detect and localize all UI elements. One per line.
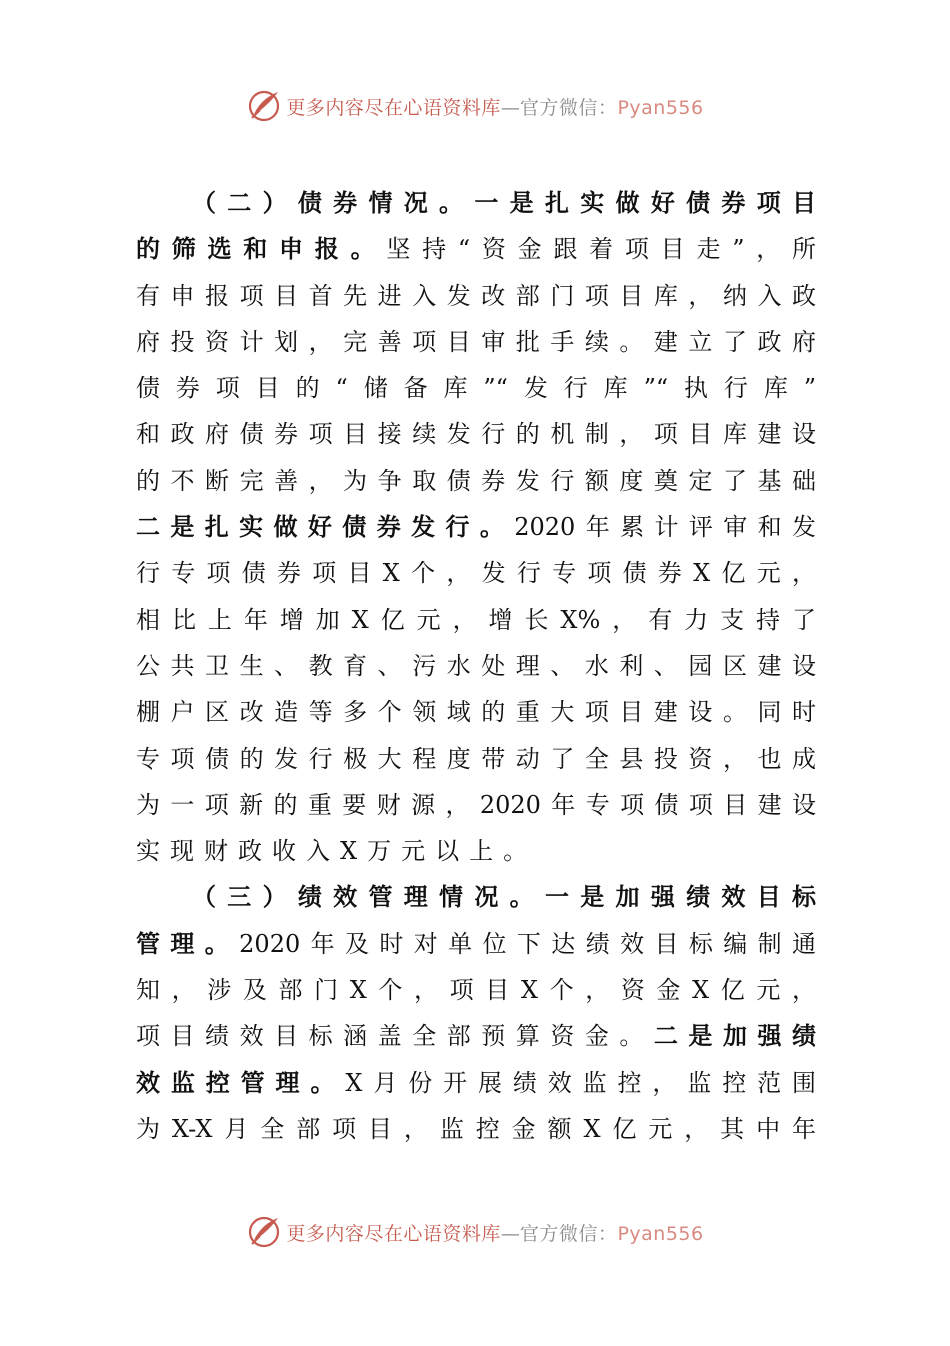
paragraph-line: 二是扎实做好债券发行。2020年累计评审和发 <box>136 512 817 542</box>
feather-pen-logo-icon <box>246 88 282 124</box>
paragraph-line: 效监控管理。X月份开展绩效监控，监控范围 <box>136 1067 816 1097</box>
paragraph-line: 行专项债券项目X个，发行专项债券X亿元， <box>136 559 816 588</box>
paragraph-line: 项目绩效目标涵盖全部预算资金。二是加强绩 <box>136 1021 817 1051</box>
paragraph-line: 棚户区改造等多个领域的重大项目建设。同时 <box>136 698 816 727</box>
paragraph-line: 为X-X月全部项目，监控金额X亿元，其中年 <box>136 1114 816 1143</box>
paragraph-line: 债券项目的“储备库”“发行库”“执行库” <box>136 374 816 403</box>
paragraph-line: 知，涉及部门X个，项目X个，资金X亿元， <box>136 976 816 1005</box>
heading-performance: （三）绩效管理情况。一是加强绩效目标 <box>192 882 816 912</box>
paragraph-line: 为一项新的重要财源，2020年专项债项目建设 <box>136 790 816 819</box>
banner-text: 更多内容尽在心语资料库—官方微信：Pyan556 <box>286 1222 704 1245</box>
paragraph-line: 府投资计划，完善项目审批手续。建立了政府 <box>136 327 816 356</box>
paragraph-line: 有申报项目首先进入发改部门项目库，纳入政 <box>136 281 816 310</box>
paragraph-line: 实现财政收入X万元以上。 <box>136 837 538 866</box>
paragraph-line: 管理。2020年及时对单位下达绩效目标编制通 <box>136 928 817 958</box>
heading-bonds: （二）债券情况。一是扎实做好债券项目 <box>192 188 816 217</box>
document-body <box>136 180 816 1152</box>
paragraph-line: 专项债的发行极大程度带动了全县投资，也成 <box>136 744 816 773</box>
paragraph-line: 的不断完善，为争取债券发行额度奠定了基础 <box>136 466 816 495</box>
paragraph-line: 和政府债券项目接续发行的机制，项目库建设 <box>136 420 816 449</box>
feather-pen-logo-icon <box>246 1214 282 1250</box>
footer-banner <box>0 1212 950 1252</box>
paragraph-line: 公共卫生、教育、污水处理、水利、园区建设 <box>136 651 816 680</box>
banner-text: 更多内容尽在心语资料库—官方微信：Pyan556 <box>286 96 704 119</box>
paragraph-line: 相比上年增加X亿元，增长X%，有力支持了 <box>136 605 816 634</box>
header-banner <box>0 86 950 126</box>
paragraph-line: 的筛选和申报。坚持“资金跟着项目走”，所 <box>136 234 816 264</box>
